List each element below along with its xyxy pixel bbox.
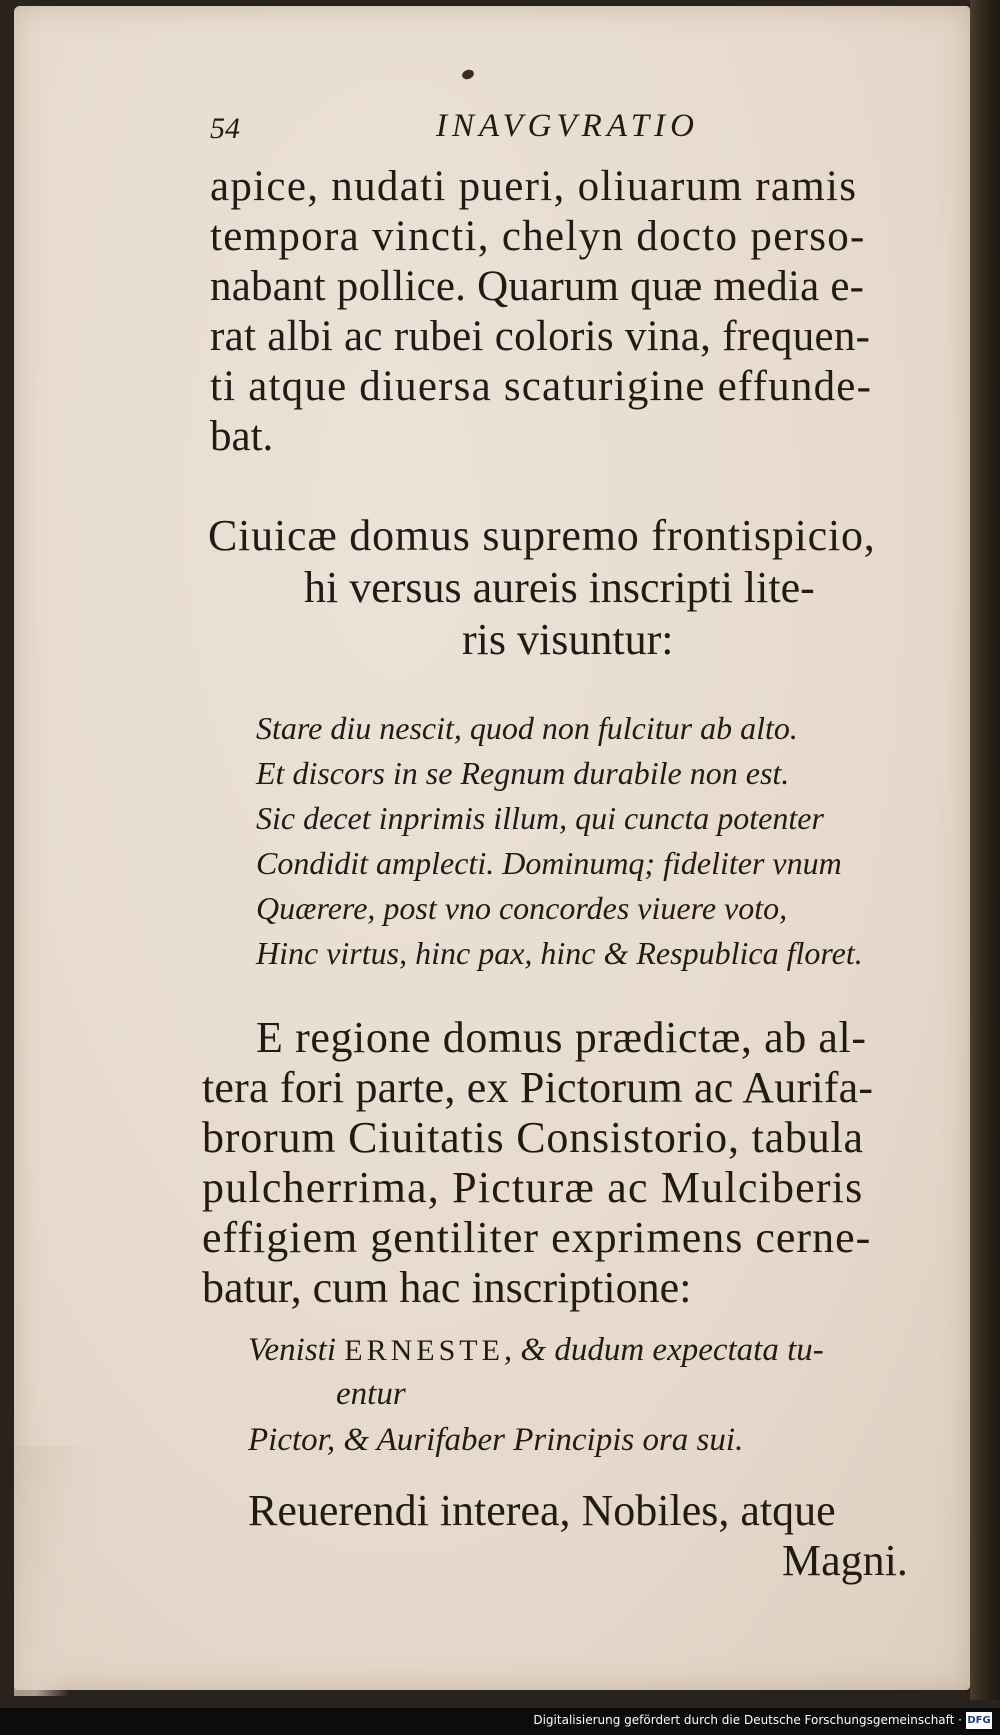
verse-line: Quærere, post vno concordes viuere voto, — [256, 890, 788, 926]
paragraph-line: batur, cum hac inscriptione: — [202, 1263, 692, 1312]
dfg-logo: DFG — [966, 1712, 992, 1729]
paragraph-line: bat. — [210, 413, 274, 460]
closing-line: Reuerendi interea, Nobiles, atque — [248, 1486, 836, 1535]
paragraph-line: tempora vincti, chelyn docto perso- — [210, 213, 866, 260]
book-edge — [970, 0, 1000, 1700]
paragraph-line: nabant pollice. Quarum quæ media e- — [210, 263, 865, 310]
paragraph-line: brorum Ciuitatis Consistorio, tabula — [202, 1113, 864, 1162]
inscription-line: Pictor, & Aurifaber Principis ora sui. — [248, 1422, 744, 1458]
funding-credit: Digitalisierung gefördert durch die Deutsche Forschungsgemeinschaft · — [533, 1713, 962, 1727]
page-edge-shadow — [14, 1446, 134, 1696]
inscription-line: entur — [336, 1376, 406, 1412]
paragraph-line: apice, nudati pueri, oliuarum ramis — [210, 163, 858, 210]
page-number: 54 — [210, 112, 240, 145]
paragraph-line: E regione domus prædictæ, ab al- — [256, 1013, 867, 1062]
paragraph-line: pulcherrima, Picturæ ac Mulciberis — [202, 1163, 864, 1212]
paragraph-line: ti atque diuersa scaturigine effunde- — [210, 363, 873, 410]
inscription-line — [248, 1332, 824, 1369]
verse-line: Stare diu nescit, quod non fulcitur ab alto. — [256, 710, 798, 746]
paragraph-line: tera fori parte, ex Pictorum ac Aurifa- — [202, 1063, 874, 1112]
paragraph-line: rat albi ac rubei coloris vina, frequen- — [210, 313, 871, 360]
verse-line: Hinc virtus, hinc pax, hinc & Respublica floret. — [256, 935, 863, 971]
running-title: INAVGVRATIO — [436, 108, 699, 144]
verse-line: Condidit amplecti. Dominumq; fideliter vnum — [256, 845, 842, 881]
inscription-suffix: , & dudum expectata tu- — [503, 1332, 824, 1368]
section-heading-line: Ciuicæ domus supremo frontispicio, — [208, 511, 876, 560]
verse-line: Et discors in se Regnum durabile non est. — [256, 755, 790, 791]
inscription-prefix: Venisti — [248, 1332, 336, 1368]
footer-bar — [0, 1708, 1000, 1735]
inscription-name: ERNESTE — [344, 1334, 504, 1367]
section-heading-line: hi versus aureis inscripti lite- — [304, 563, 815, 612]
catchword: Magni. — [782, 1536, 908, 1585]
section-heading-line: ris visuntur: — [462, 615, 674, 664]
paragraph-line: effigiem gentiliter exprimens cerne- — [202, 1213, 872, 1262]
verse-line: Sic decet inprimis illum, qui cuncta potenter — [256, 800, 824, 836]
